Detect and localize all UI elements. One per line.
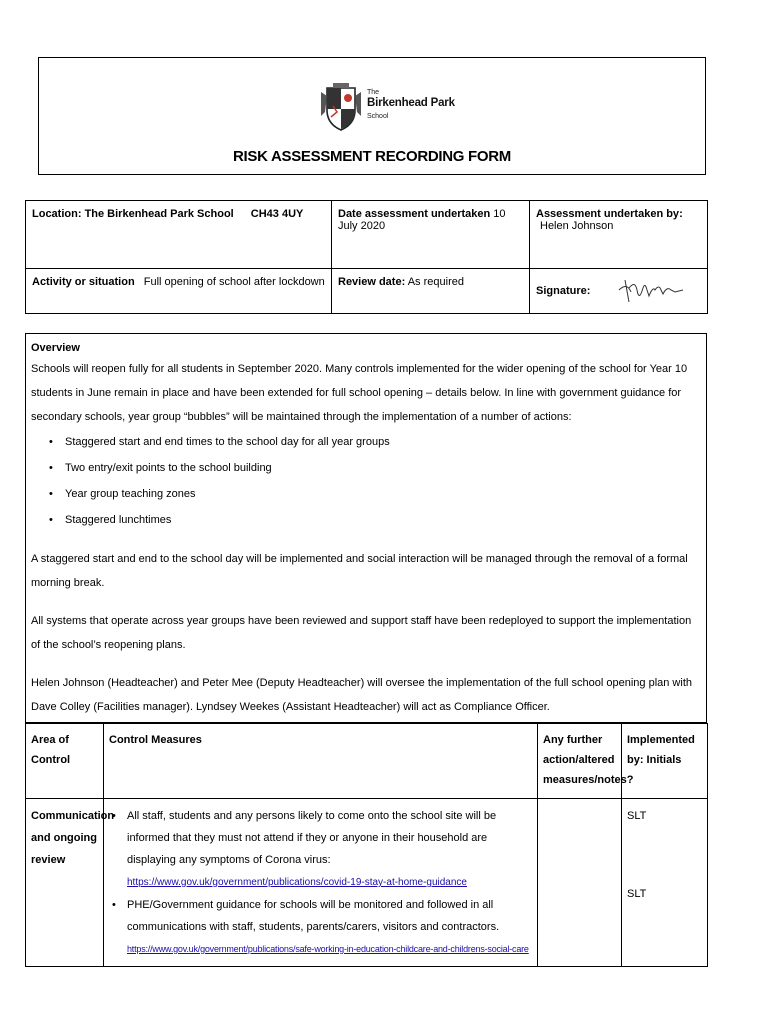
postcode: CH43 4UY bbox=[250, 208, 304, 220]
activity-label: Activity or situation bbox=[32, 276, 135, 288]
date-cell bbox=[332, 201, 530, 269]
overview-bullet-list bbox=[31, 429, 701, 533]
school-crest-icon bbox=[319, 82, 363, 132]
date-label: Date assessment undertaken bbox=[338, 208, 491, 220]
date-value: 10 July 2020 bbox=[338, 208, 506, 232]
logo-text-the: The bbox=[367, 89, 380, 96]
list-item: • Staggered lunchtimes bbox=[65, 507, 701, 533]
guidance-link-stay-home[interactable]: https://www.gov.uk/government/publications/covid-19-stay-at-home-guidance bbox=[127, 877, 467, 888]
overview-title: Overview bbox=[31, 342, 80, 354]
logo-text-school: School bbox=[367, 113, 389, 120]
assessor-value: Helen Johnson bbox=[540, 220, 614, 232]
list-item bbox=[127, 805, 532, 894]
list-item: • Two entry/exit points to the school building bbox=[65, 455, 701, 481]
header-implemented: Implemented by: Initials bbox=[622, 724, 708, 799]
assessor-label: Assessment undertaken by bbox=[536, 208, 680, 220]
area-communication: Communication and ongoing review bbox=[26, 799, 104, 967]
assessor-cell: Assessment undertaken by: Helen Johnson bbox=[530, 201, 708, 269]
control-measures-table bbox=[25, 723, 708, 967]
signature-cell bbox=[530, 269, 708, 314]
signature-image bbox=[617, 276, 687, 306]
review-cell: Review date: As required bbox=[332, 269, 530, 314]
initials-1: SLT bbox=[627, 810, 647, 822]
location-value: The Birkenhead Park School bbox=[84, 208, 234, 220]
signature-label: Signature: bbox=[536, 284, 591, 297]
measures-list bbox=[109, 805, 532, 960]
activity-value: Full opening of school after lockdown bbox=[143, 276, 325, 288]
measure-text: All staff, students and any persons likely to come onto the school site will be informed that they must not attend if they or anyone in their household are displaying any symptoms of Corona virus: bbox=[127, 810, 497, 866]
list-item: • Staggered start and end times to the school day for all year groups bbox=[65, 429, 701, 455]
overview-intro: Schools will reopen fully for all students in September 2020. Many controls implemented for the wider opening of the school for Year 10 students in June remain in place and have been extended for full school opening – details below. In line with government guidance for secondary schools, year group “bubbles” will be maintained through the implementation of a number of actions: bbox=[31, 363, 688, 423]
form-title: RISK ASSESSMENT RECORDING FORM bbox=[233, 148, 511, 165]
overview-paragraph-1: A staggered start and end to the school day will be implemented and social interaction will be managed through the removal of a formal morning break. bbox=[31, 553, 688, 589]
measure-text: PHE/Government guidance for schools will be monitored and followed in all communications with staff, students, parents/carers, visitors and contractors. bbox=[127, 899, 500, 933]
header-box bbox=[38, 57, 706, 175]
assessment-info-table bbox=[25, 200, 708, 314]
list-item: • Year group teaching zones bbox=[65, 481, 701, 507]
header-measures: Control Measures bbox=[104, 724, 538, 799]
initials-2: SLT bbox=[627, 888, 647, 900]
review-value: As required bbox=[407, 276, 464, 288]
review-label: Review date bbox=[338, 276, 402, 288]
list-item bbox=[127, 894, 532, 960]
header-area: Area of Control bbox=[26, 724, 104, 799]
logo-text-name: Birkenhead Park bbox=[367, 97, 455, 109]
overview-paragraph-2: All systems that operate across year groups have been reviewed and support staff have been redeployed to support the implementation of the school’s reopening plans. bbox=[31, 615, 692, 651]
location-cell bbox=[26, 201, 332, 269]
overview-section bbox=[25, 333, 707, 723]
location-label: Location: bbox=[32, 208, 82, 220]
activity-cell bbox=[26, 269, 332, 314]
header-further: Any further action/altered measures/notes? bbox=[538, 724, 622, 799]
school-logo bbox=[319, 82, 455, 132]
initials-cell bbox=[622, 799, 708, 967]
further-action-cell bbox=[538, 799, 622, 967]
measures-cell bbox=[104, 799, 538, 967]
overview-paragraph-3: Helen Johnson (Headteacher) and Peter Mee (Deputy Headteacher) will oversee the implementation of the full school opening plan with Dave Colley (Facilities manager). Lyndsey Weekes (Assistant Headteacher) will act as Compliance Officer. bbox=[31, 677, 692, 713]
guidance-link-safe-working[interactable]: https://www.gov.uk/government/publications/safe-working-in-education-childcare-and-childrens-social-care bbox=[127, 944, 529, 954]
